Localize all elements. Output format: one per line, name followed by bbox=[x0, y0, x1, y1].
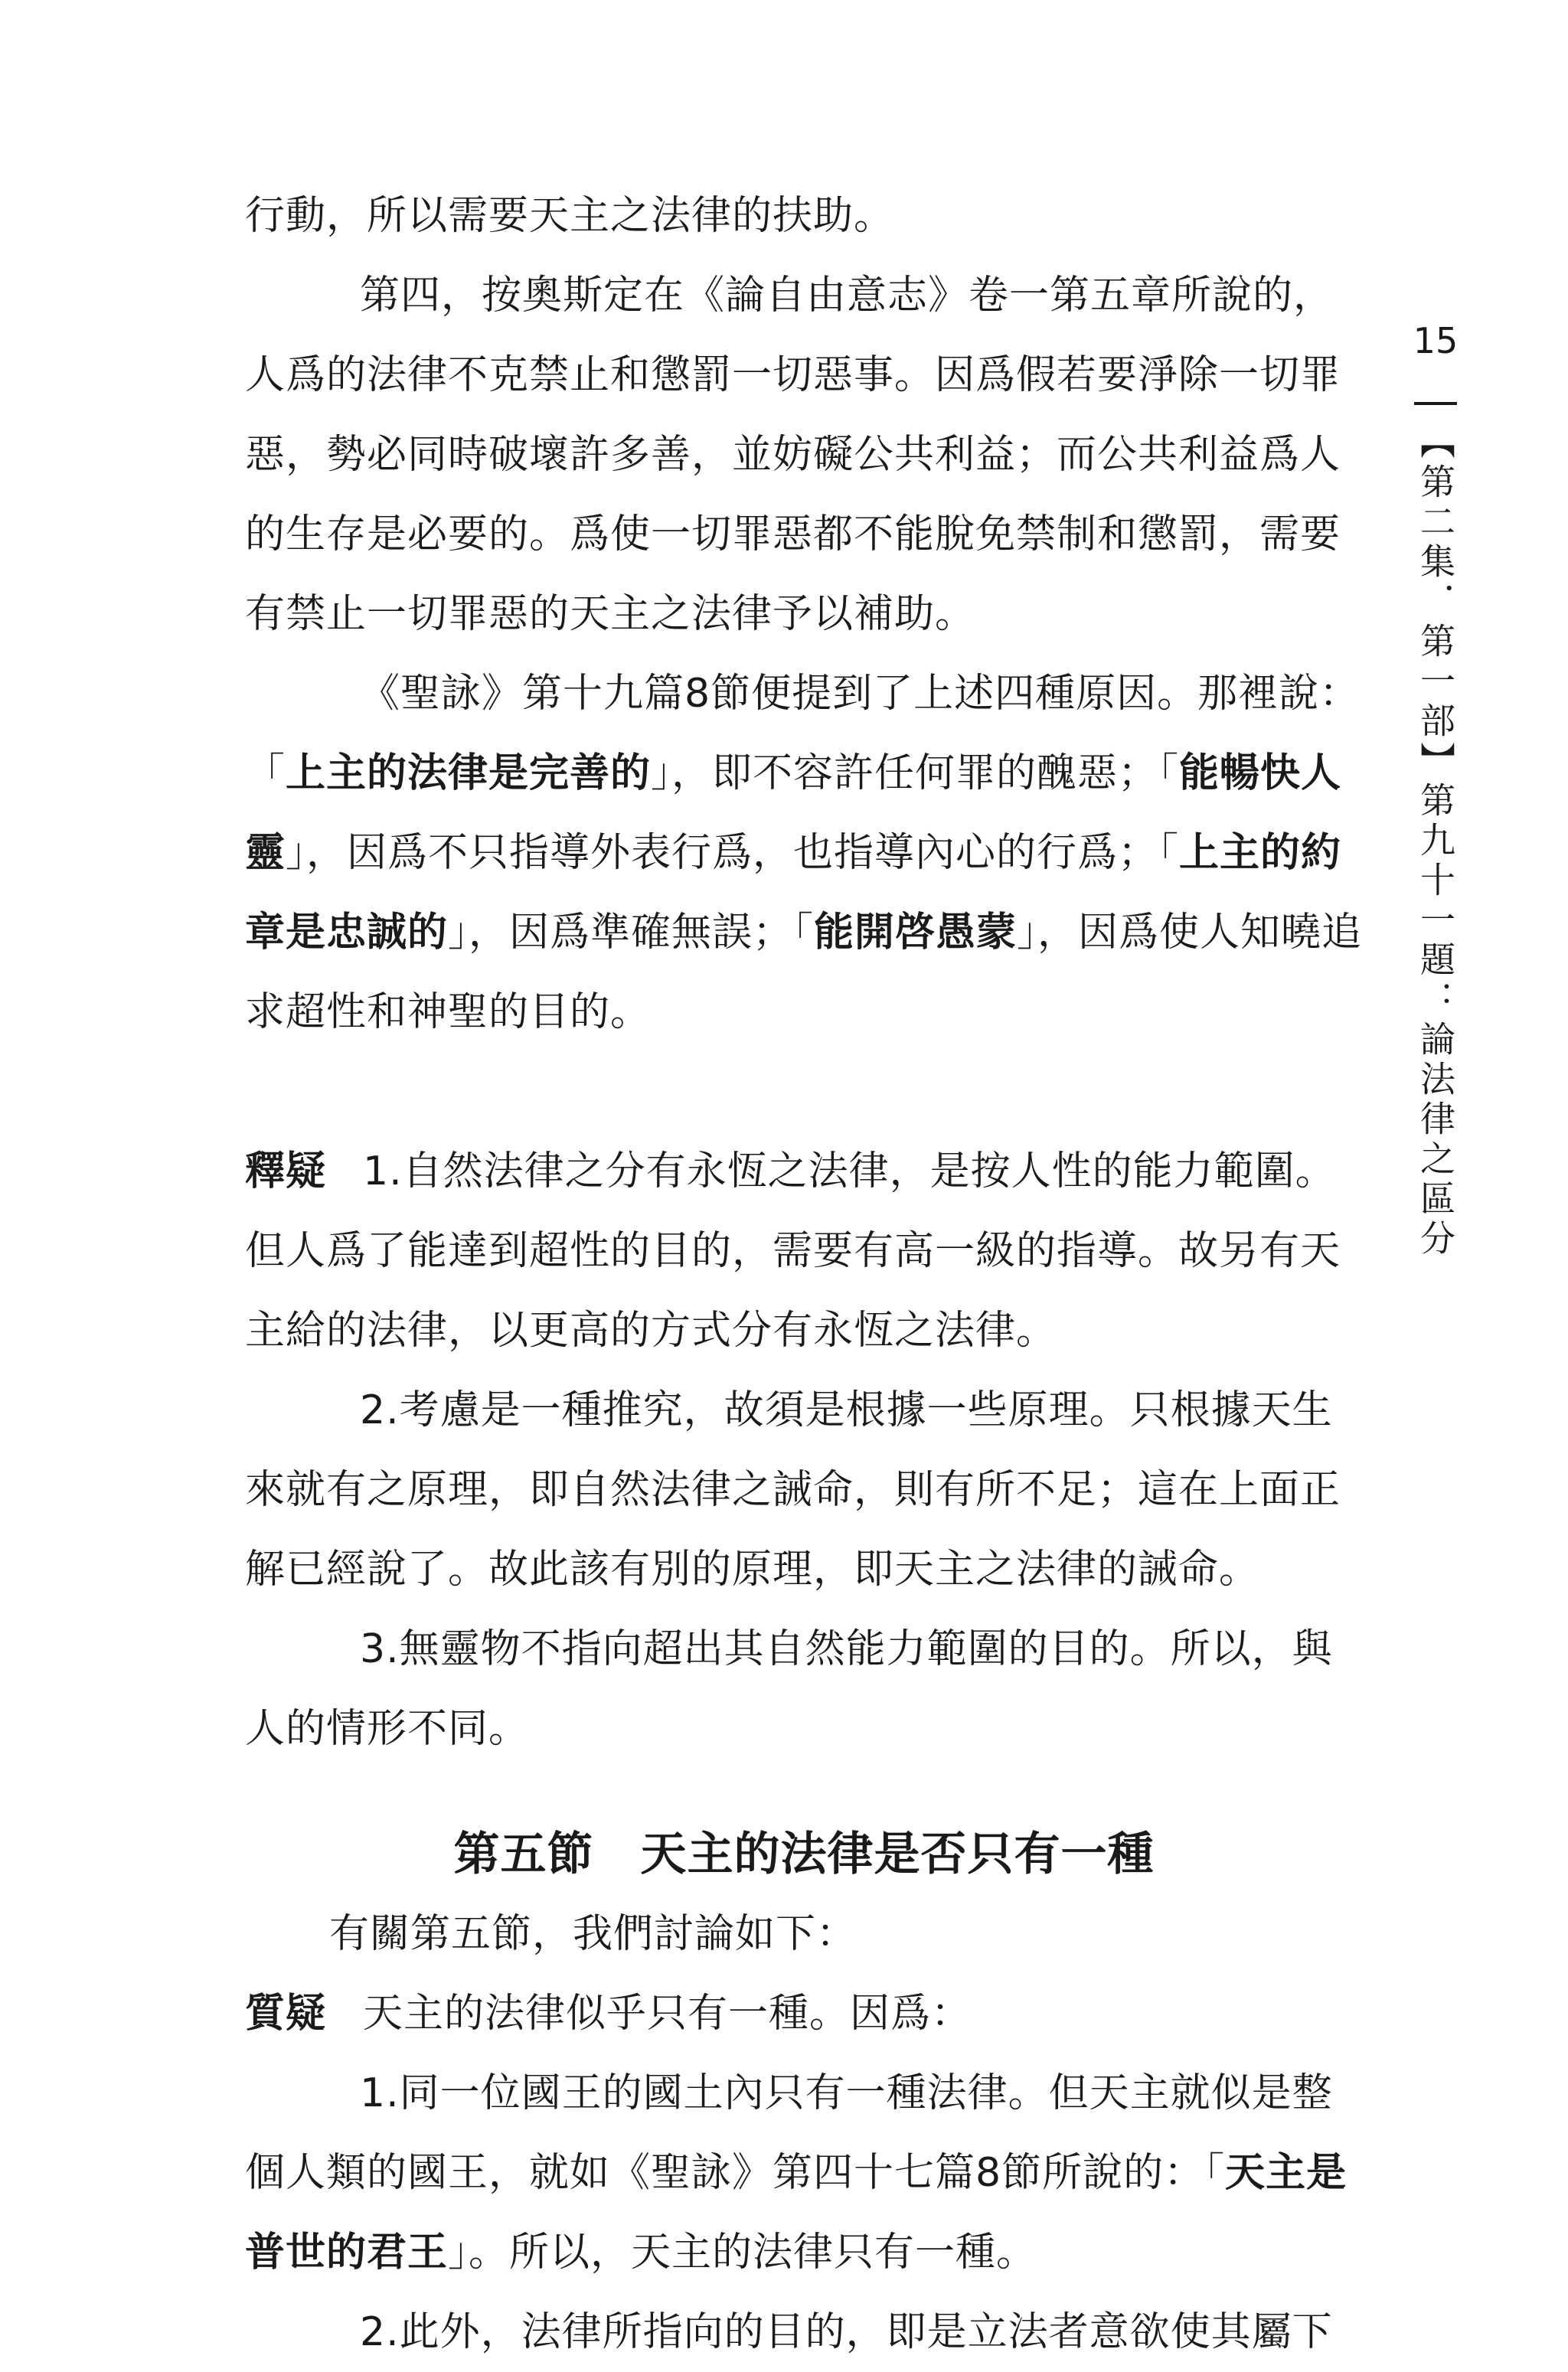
text-run: 」，即不容許任何罪的醜惡；「 bbox=[651, 750, 1180, 796]
text-run: 《聖詠》第十九篇8節便提到了上述四種原因。那裡說：「 bbox=[245, 671, 1361, 796]
running-head: 【第二集．第一部】第九十一題：論法律之區分 bbox=[1415, 423, 1456, 1260]
text-run: 1.自然法律之分有永恆之法律，是按人性的能力範圍。但人爲了能達到超性的目的，需要有高一級的指導。故另有天主給的法律，以更高的方式分有永恆之法律。 bbox=[245, 1148, 1341, 1354]
paragraph-psalm bbox=[245, 654, 1363, 1052]
reply-3: 3.無靈物不指向超出其自然能力範圍的目的。所以，與人的情形不同。 bbox=[245, 1626, 1333, 1752]
text-run: 」，因爲準確無誤；「 bbox=[448, 910, 815, 956]
paragraph: 行動，所以需要天主之法律的扶助。 bbox=[245, 193, 895, 239]
paragraph: 第四，按奧斯定在《論自由意志》卷一第五章所說的，人爲的法律不克禁止和懲罰一切惡事。因爲假若要淨除一切罪惡，勢必同時破壞許多善，並妨礙公共利益；而公共利益爲人的生存是必要的。爲使一切罪惡都不能脫免禁制和懲罰，需要有禁止一切罪惡的天主之法律予以補助。 bbox=[245, 273, 1341, 637]
text-run: 」，因爲不只指導外表行爲，也指導內心的行爲；「 bbox=[286, 830, 1180, 876]
text-run: 」。所以，天主的法律只有一種。 bbox=[448, 2230, 1037, 2276]
margin-column bbox=[1409, 318, 1462, 1263]
scripture-quote: 上主的法律是完善的 bbox=[286, 750, 652, 796]
page-body bbox=[245, 176, 1363, 2372]
scripture-quote: 能開啓愚蒙 bbox=[814, 909, 1018, 956]
margin-rule bbox=[1414, 402, 1457, 405]
page-number: 15 bbox=[1413, 320, 1459, 361]
reply-label: 釋疑 bbox=[245, 1148, 327, 1194]
text-run: 」，因爲使人知曉追求超性和神聖的目的。 bbox=[245, 910, 1363, 1035]
text-run: 1.同一位國王的國土內只有一種法律。但天主就似是整個人類的國王，就如《聖詠》第四十七篇8節所說的：「 bbox=[245, 2070, 1333, 2196]
reply-1 bbox=[245, 1132, 1363, 1371]
objection-2: 2.此外，法律所指向的目的，即是立法者意欲使其屬下 bbox=[360, 2309, 1333, 2355]
scripture-quote: 能暢快人靈 bbox=[245, 750, 1342, 876]
objection-label: 質疑 bbox=[245, 1991, 327, 2037]
reply-2: 2.考慮是一種推究，故須是根據一些原理。只根據天生來就有之原理，即自然法律之誡命，則有所不足；這在上面正解已經說了。故此該有別的原理，即天主之法律的誡命。 bbox=[245, 1387, 1341, 1593]
spacer bbox=[245, 1052, 1363, 1132]
scripture-quote: 上主的約章是忠誠的 bbox=[245, 829, 1342, 956]
scripture-quote: 天主是普世的君王 bbox=[245, 2149, 1348, 2276]
text-run: 天主的法律似乎只有一種。因爲： bbox=[363, 1991, 972, 2037]
objection-1 bbox=[245, 2053, 1363, 2292]
section-intro: 有關第五節，我們討論如下： bbox=[329, 1911, 858, 1957]
objection bbox=[245, 1974, 1363, 2053]
section-heading: 第五節 天主的法律是否只有一種 bbox=[453, 1828, 1155, 1881]
